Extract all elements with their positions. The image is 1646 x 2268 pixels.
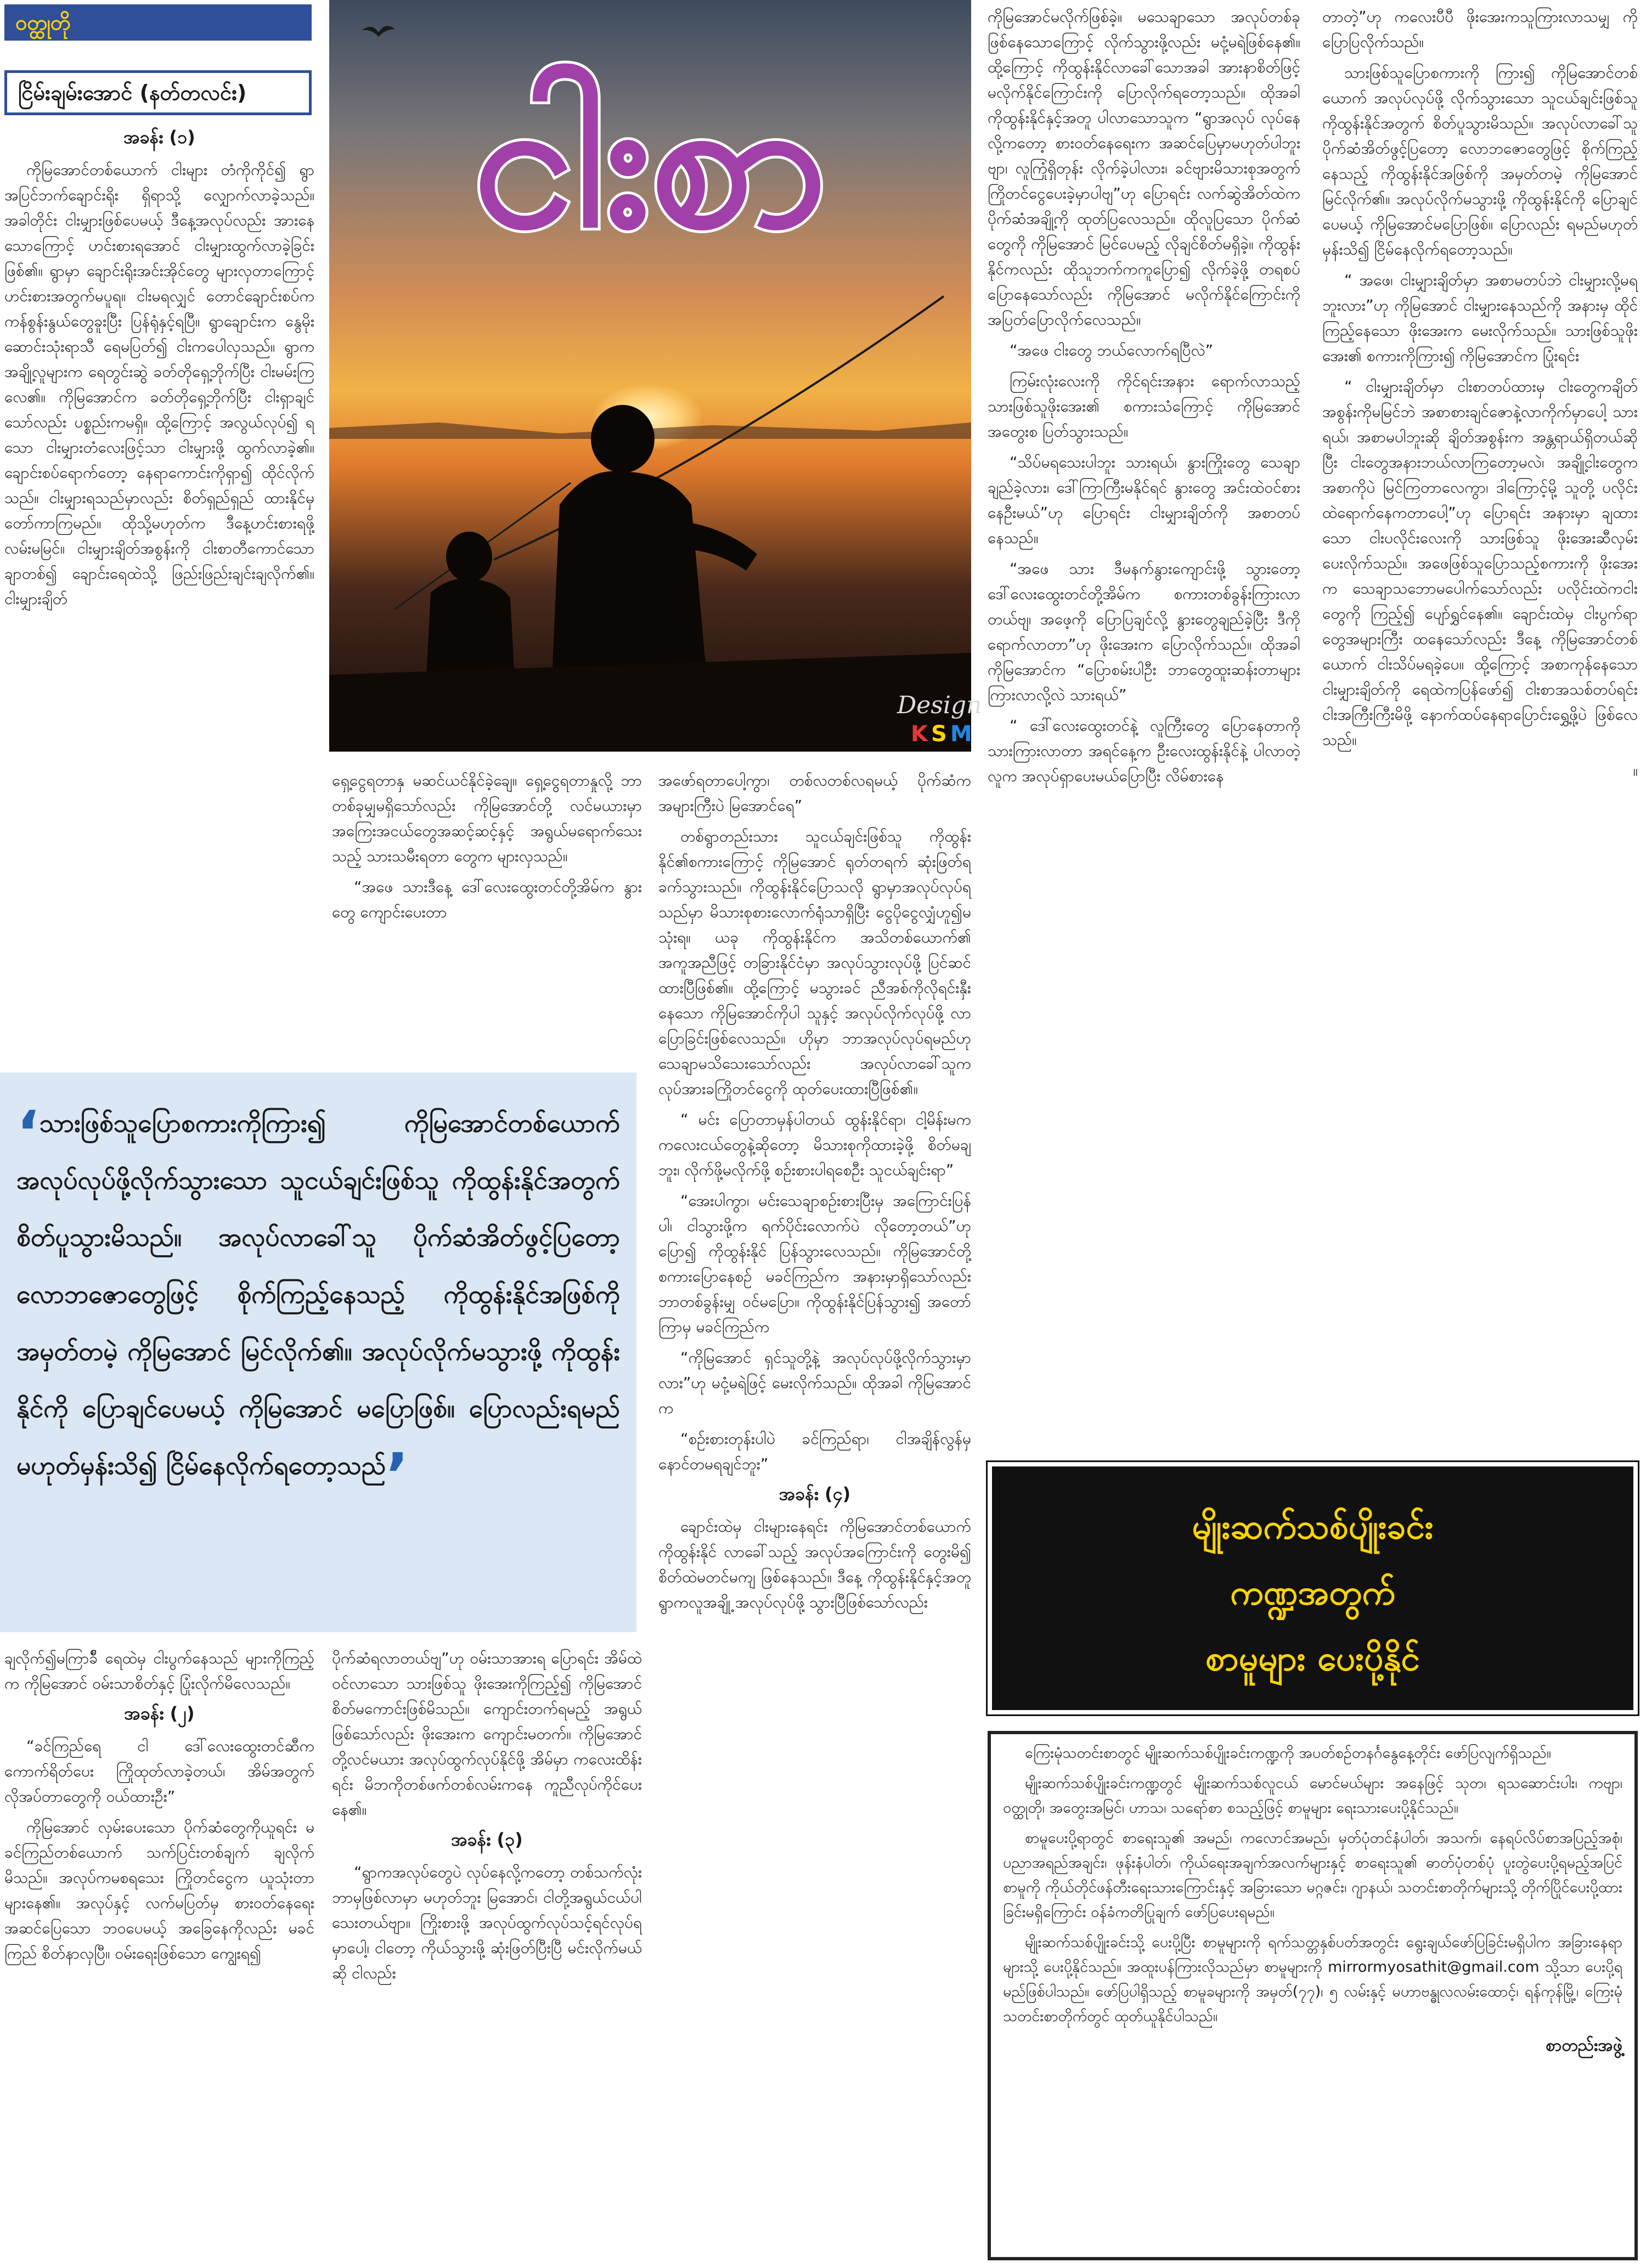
column-4	[988, 4, 1300, 1442]
body-paragraph: “ရွာကအလုပ်တွေပဲ လုပ်နေလို့ကတော့ တစ်သက်လုံးဘာမှဖြစ်လာမှာ မဟုတ်ဘူး မြအောင်၊ ငါတို့အရွယ်ငယ်ပါ သေးတယ်ဗျာ။ ကြိုးစားဖို့ အလုပ်ထွက်လုပ်သင့်ရင်လုပ်ရမှာပေါ့၊ ငါတော့ ကိုယ်သွားဖို့ ဆုံးဖြတ်ပြီးပြီ မင်းလိုက်မယ်ဆို ငါလည်း	[332, 1863, 642, 1982]
column-3	[658, 768, 971, 2260]
body-paragraph: “အဖေ သား ဒီမနက်နွားကျောင်းဖို့ သွားတော့ ဒေါ်လေးထွေးတင်တို့အိမ်က စကားတစ်ခွန်းကြားလာတယ်ဗျ၊ အဖေ့ကို ပြောပြချင်လို့ နွားတွေချည်ခဲ့ပြီး ဒီကို ရောက်လာတာ”ဟု ဖိုးအေးက ပြောလိုက်သည်။ ထိုအခါ ကိုမြအောင်က “ပြောစမ်းပါဦး ဘာတွေထူးဆန်းတာများကြားလာလို့လဲ သားရယ်”	[988, 560, 1300, 704]
notice-body	[988, 1731, 1638, 2260]
open-quote-icon: ‘	[16, 1098, 40, 1168]
body-paragraph: “အေးပါကွာ၊ မင်းသေချာစဉ်းစားပြီးမှ အကြောင်းပြန်ပါ၊ ငါသွားဖို့က ရက်ပိုင်းလောက်ပဲ လိုတော့တယ်”ဟု ပြော၍ ကိုထွန်းနိုင် ပြန်သွားလေသည်။ ကိုမြအောင်တို့စကားပြောနေစဉ် မခင်ကြည်က အနားမှာရှိသော်လည်း ဘာတစ်ခွန်းမျှ ဝင်မပြော။ ကိုထွန်းနိုင်ပြန်သွား၍ အတော်ကြာမှ မခင်ကြည်က	[658, 1192, 971, 1336]
initial-k: K	[911, 721, 931, 747]
pull-quote-box	[0, 1073, 636, 1632]
story-end-mark: ။	[1633, 761, 1638, 780]
body-paragraph: “ မင်း ပြောတာမှန်ပါတယ် ထွန်းနိုင်ရာ၊ ငါ့မိန်းမက ကလေးငယ်တွေနဲ့ဆိုတော့ မိသားစုကိုထားခဲ့ဖို့ စိတ်မချဘူး၊ လိုက်ဖို့မလိုက်ဖို့ စဉ်းစားပါရစေဦး သူငယ်ချင်းရာ”	[658, 1110, 971, 1179]
body-paragraph: ပိုက်ဆံရလာတယ်ဗျ”ဟု ဝမ်းသာအားရ ပြောရင်း အိမ်ထဲဝင်လာသော သားဖြစ်သူ ဖိုးအေးကိုကြည့်၍ ကိုမြအောင် စိတ်မကောင်းဖြစ်မိသည်။ ကျောင်းတက်ရမည့် အရွယ်ဖြစ်သော်လည်း ဖိုးအေးက ကျောင်းမတက်။ ကိုမြအောင်တို့လင်မယား အလုပ်ထွက်လုပ်နိုင်ဖို့ အိမ်မှာ ကလေးထိန်းရင်း မိဘကိုတစ်ဖက်တစ်လမ်းကနေ ကူညီလုပ်ကိုင်ပေးနေ၏။	[332, 1649, 642, 1819]
body-paragraph: တာတဲ့”ဟု ကလေးပီပီ ဖိုးအေးကသူကြားလာသမျှ ကို ပြောပြလိုက်သည်။	[1322, 8, 1638, 51]
notice-banner	[988, 1462, 1638, 1714]
notice-paragraph: ကြေးမုံသတင်းစာတွင် မျိုးဆက်သစ်ပျိုးခင်းကဏ္ဍကို အပတ်စဉ်တနင်္ဂနွေနေ့တိုင်း ဖော်ပြလျက်ရှိသည်။	[1025, 1745, 1551, 1762]
notice-title-line: စာမူများ ပေးပို့နိုင်	[1205, 1638, 1420, 1678]
story-illustration	[329, 0, 982, 752]
silhouette-scene	[329, 0, 971, 752]
chapter-heading: အခန်း (၄)	[779, 1483, 851, 1504]
body-paragraph: ကိုမြအောင် လှမ်းပေးသော ပိုက်ဆံတွေကိုယူရင်း မခင်ကြည်တစ်ယောက် သက်ပြင်းတစ်ချက် ချလိုက်မိသည်။ အလုပ်ကမစရသေး ကြိုတင်ငွေက ယူသုံးတာများနေ၏။ အလုပ်နှင့် လက်မပြတ်မှ စားဝတ်နေရေးအဆင်ပြေသော ဘဝပေမယ့် အခြေနေကိုလည်း မခင်ကြည် စိတ်နာလှပြီ။ ဝမ်းရေးဖြစ်သော ကျွေးရ၍	[4, 1818, 314, 1962]
notice-title-line: ကဏ္ဍအတွက်	[1230, 1572, 1396, 1612]
chapter-heading: အခန်း (၂)	[124, 1703, 195, 1724]
man-head	[591, 405, 655, 473]
story-title: ငါးစာ	[473, 57, 827, 268]
body-paragraph: “ ငါးမျှားချိတ်မှာ ငါးစာတပ်ထားမှ ငါးတွေကချိတ်အစွန်းကိုမမြင်ဘဲ အစာစားချင်ဇောနဲ့လာကိုက်မှာပေါ့ သားရယ်၊ အစာမပါဘူးဆို ချိတ်အစွန်းက အန္တရာယ်ရှိတယ်ဆိုပြီး ငါးတွေအနားဘယ်လာကြတော့မလဲ၊ အချို့ငါးတွေက အစာကိုပဲ မြင်ကြတာလေကွာ၊ ဒါကြောင့်မို့ သူတို့ ပလိုင်းထဲရောက်နေကတာပေါ့”ဟု ပြောရင်း အနားမှာ ချထားသော ငါးပလိုင်းလေးကို သားဖြစ်သူ ဖိုးအေးဆီလှမ်းပေးလိုက်သည်။ အဖေဖြစ်သူပြောသည့်စကားကို ဖိုးအေးက သေချာသဘောမပေါက်သော်လည်း ပလိုင်းထဲကငါးတွေကို ကြည့်၍ ပျော်ရွှင်နေ၏။ ချောင်းထဲမှ ငါးပွက်ရာတွေအများကြီး ထနေသော်လည်း ဒီနေ့ ကိုမြအောင်တစ်ယောက် ငါးသိပ်မရခဲ့ပေ။ ထို့ကြောင့် အစာကုန်နေသော ငါးမျှားချိတ်ကို ရေထဲကပြန်ဖော်၍ ငါးစာအသစ်တပ်ရင်း ငါးအကြီးကြီးမိဖို့ နောက်ထပ်နေရာပြောင်းရွှေ့ဖို့ပဲ ဖြစ်လေသည်။	[1322, 377, 1638, 749]
body-paragraph: “အဖေ သားဒီနေ့ ဒေါ်လေးထွေးတင်တို့အိမ်က နွားတွေ ကျောင်းပေးတာ	[332, 878, 642, 921]
body-paragraph: တစ်ရွာတည်းသား သူငယ်ချင်းဖြစ်သူ ကိုထွန်းနိုင်၏စကားကြောင့် ကိုမြအောင် ရုတ်တရက် ဆုံးဖြတ်ရခက်သွားသည်။ ကိုထွန်းနိုင်ပြောသလို ရွာမှာအလုပ်လုပ်ရသည်မှာ မိသားစုစားလောက်ရုံသာရှိပြီး ငွေပိုငွေလျှံဟူ၍မသုံးရ။ ယခု ကိုထွန်းနိုင်က အသိတစ်ယောက်၏ အကူအညီဖြင့် တခြားနိုင်ငံမှာ အလုပ်သွားလုပ်ဖို့ ပြင်ဆင်ထားပြီဖြစ်၏။ ထို့ကြောင့် မသွားခင် ညီအစ်ကိုလိုရင်းနှီးနေသော ကိုမြအောင်ကိုပါ သူနှင့် အလုပ်လိုက်လုပ်ဖို့ လာပြောခြင်းဖြစ်လေသည်။ ဟိုမှာ ဘာအလုပ်လုပ်ရမည်ဟု သေချာမသိသေးသော်လည်း အလုပ်လာခေါ်သူက လုပ်အားခကြိုတင်ငွေကို ထုတ်ပေးထားပြီဖြစ်၏။	[658, 827, 971, 1098]
body-paragraph: ချလိုက်၍မကြာခ်ီ ရေထဲမှ ငါးပွက်နေသည် များကိုကြည့်က ကိုမြအောင် ဝမ်းသာစိတ်နှင့် ပြုံးလိုက်မိလေသည်။	[4, 1649, 314, 1692]
notice-title-line: မျိုးဆက်သစ်ပျိုးခင်း	[1192, 1507, 1434, 1547]
notice-signature: စာတည်းအဖွဲ့	[1546, 2036, 1622, 2055]
body-paragraph: သားဖြစ်သူပြောစကားကို ကြား၍ ကိုမြအောင်တစ်ယောက် အလုပ်လုပ်ဖို့ လိုက်သွားသော သူငယ်ချင်းဖြစ်သူ ကိုထွန်းနိုင်အတွက် စိတ်ပူသွားမိသည်။ အလုပ်လာခေါ်သူ ပိုက်ဆံအိတ်ဖွင့်ပြတော့ လောဘဇောတွေဖြင့် စိုက်ကြည့်နေသည့် ကိုထွန်းနိုင်အဖြစ်ကို အမှတ်တမဲ့ ကိုမြအောင် မြင်လိုက်၏။ အလုပ်လိုက်မသွားဖို့ ကိုထွန်းနိုင်ကို ပြောချင်ပေမယ့် ကိုမြအောင်မပြောဖြစ်။ ပြောလည်း ရမည်မဟုတ်မှန်းသိ၍ ငြိမ်နေလိုက်ရတော့သည်။	[1322, 64, 1638, 258]
body-paragraph: အဖော်ရတာပေါ့ကွာ၊ တစ်လတစ်လရမယ့် ပိုက်ဆံက အများကြီးပဲ မြအောင်ရေ”	[658, 771, 971, 815]
body-paragraph: ရှေ့ငွေရတာနှ မဆင်ယင်နိုင်ခဲ့ချေ။ ရှေ့ငွေရတာနှုလို့ ဘာတစ်ခုမျှမရှိသော်လည်း ကိုမြအောင်တို့ လင်မယားမှာ အကြေးအငယ်တွေအဆင့်ဆင့်နှင့် အရွယ်မရောက်သေးသည့် သားသမီးရတာ တွေက များလှသည်။	[332, 771, 642, 865]
close-quote-icon: ’	[386, 1440, 409, 1510]
pull-quote	[16, 1094, 620, 1510]
body-paragraph: “အဖေ ငါးတွေ ဘယ်လောက်ရပြီလဲ”	[1010, 341, 1214, 359]
body-paragraph: “ခင်ကြည်ရေ ငါ ဒေါ်လေးထွေးတင်ဆီက ကောက်ရိတ်ပေး ကြိုထုတ်လာခဲ့တယ်၊ အိမ်အတွက် လိုအပ်တာတွေကို ဝယ်ထားဦး”	[4, 1737, 314, 1806]
column-2-upper	[332, 768, 642, 1064]
child-head	[446, 532, 492, 582]
initial-m: M	[950, 721, 976, 747]
pull-quote-text: သားဖြစ်သူပြောစကားကိုကြား၍ ကိုမြအောင်တစ်ယောက် အလုပ်လုပ်ဖို့လိုက်သွားသော သူငယ်ချင်းဖြစ်သူ ကိုထွန်းနိုင်အတွက် စိတ်ပူသွားမိသည်။ အလုပ်လာခေါ်သူ ပိုက်ဆံအိတ်ဖွင့်ပြတော့ လောဘဇောတွေဖြင့် စိုက်ကြည့်နေသည့် ကိုထွန်းနိုင်အဖြစ်ကို အမှတ်တမဲ့ ကိုမြအောင် မြင်လိုက်၏။ အလုပ်လိုက်မသွားဖို့ ကိုထွန်းနိုင်ကို ပြောချင်ပေမယ့် ကိုမြအောင် မပြောဖြစ်။ ပြောလည်းရမည်မဟုတ်မှန်းသိ၍ ငြိမ်နေလိုက်ရတော့သည်	[16, 1108, 620, 1480]
column-5	[1322, 4, 1638, 1442]
body-paragraph: “သိပ်မရသေးပါဘူး သားရယ်၊ နွားကြိုးတွေ သေချာချည်ခဲ့လား၊ ဒေါ်ကြာကြီးမနိုင်ရင် နွားတွေ အင်းထဲဝင်စားနေဦးမယ်”ဟု ပြောရင်း ငါးမျှားချိတ်ကို အစာတပ်နေသည်။	[988, 453, 1300, 547]
chapter-heading: အခန်း (၁)	[123, 127, 195, 148]
category-label: ဝတ္ထုတို	[4, 4, 312, 41]
body-paragraph: ကိုမြအောင်မလိုက်ဖြစ်ခဲ့။ မသေချာသော အလုပ်တစ်ခု ဖြစ်နေသောကြောင့် လိုက်သွားဖို့လည်း မငုံ့မရဲဖြစ်နေ၏။ ထို့ကြောင့် ကိုထွန်းနိုင်လာခေါ်သောအခါ အားနာစိတ်ဖြင့် မလိုက်နိုင်ကြောင်းကို ပြောလိုက်ရတော့သည်။ ထိုအခါ ကိုထွန်းနိုင်နှင့်အတူ ပါလာသောသူက “ရွာအလုပ် လုပ်နေလို့ကတော့ စားဝတ်နေရေးက အဆင်ပြေမှာမဟုတ်ပါဘူးဗျာ၊ လူကြုံရှိတုန်း လိုက်ခဲ့ပါလား၊ ခင်ဗျားမိသားစုအတွက် ကြိုတင်ငွေပေးခဲ့မှာပါဗျ”ဟု ပြောရင်း လက်ဆွဲအိတ်ထဲက ပိုက်ဆံအချို့ကို ထုတ်ပြလေသည်။ ထိုလူပြသော ပိုက်ဆံတွေကို ကိုမြအောင် မြင်ပေမည့် လိုချင်စိတ်မရှိခဲ့။ ကိုထွန်းနိုင်ကလည်း ထိုသူဘက်ကကူပြော၍ လိုက်ခဲ့ဖို့ တရစပ်ပြောနေသော်လည်း ကိုမြအောင် မလိုက်နိုင်ကြောင်းကို အပြတ်ပြောလိုက်လေသည်။	[988, 8, 1300, 329]
body-paragraph: “ကိုမြအောင် ရှင်သူတို့နဲ့ အလုပ်လုပ်ဖို့လိုက်သွားမှာလား”ဟု မငုံ့မရဲဖြင့် မေးလိုက်သည်။ ထိုအခါ ကိုမြအောင်က	[658, 1349, 971, 1417]
column-1-bottom	[4, 1646, 314, 2260]
body-paragraph: “ အဖေ၊ ငါးမျှားချိတ်မှာ အစာမတပ်ဘဲ ငါးမျှားလို့မရဘူးလား”ဟု ကိုမြအောင် ငါးမျှားနေသည်ကို အနားမှ ထိုင်ကြည့်နေသော ဖိုးအေးက မေးလိုက်သည်။ သားဖြစ်သူဖိုးအေး၏ စကားကိုကြား၍ ကိုမြအောင်က ပြုံးရင်း	[1322, 271, 1638, 365]
notice-paragraph: စာမူပေးပို့ရာတွင် စာရေးသူ၏ အမည်၊ ကလောင်အမည်၊ မှတ်ပုံတင်နံပါတ်၊ အသက်၊ နေရပ်လိပ်စာအပြည့်အစုံ၊ ပညာအရည်အချင်း၊ ဖုန်းနံပါတ်၊ ကိုယ်ရေးအချက်အလက်များနှင့် စာရေးသူ၏ ဓာတ်ပုံတစ်ပုံ ပူးတွဲပေးပို့ရမည့်အပြင် စာမူကို ကိုယ်တိုင်ဖန်တီးရေးသားကြောင်းနှင့် အခြားသော မဂ္ဂဇင်း၊ ဂျာနယ်၊ သတင်းစာတိုက်များသို့ တိုက်ပြိုင်ပေးပို့ထားခြင်းမရှိကြောင်း ဝန်ခံကတိပြုချက် ဖော်ပြပေးရမည်။	[1003, 1830, 1622, 1921]
body-paragraph: “ ဒေါ်လေးထွေးတင်နဲ့ လူကြီးတွေ ပြောနေတာကို သားကြားလာတာ အရင်နေ့က ဦးလေးထွန်းနိုင်နဲ့ ပါလာတဲ့လူက အလုပ်ရှာပေးမယ်ပြောပြီး လိမ်စားနေ	[988, 716, 1300, 785]
column-2-bottom	[332, 1646, 642, 2260]
notice-paragraph: မျိုးဆက်သစ်ပျိုးခင်းကဏ္ဍတွင် မျိုးဆက်သစ်လူငယ် မောင်မယ်များ အနေဖြင့် သုတ၊ ရသဆောင်းပါး၊ ကဗျာ၊ ဝတ္ထုတို၊ အတွေးအမြင်၊ ဟာသ၊ သရော်စာ စသည့်ဖြင့် စာမူများ ရေးသားပေးပို့နိုင်သည်။	[1003, 1775, 1622, 1816]
designer-initials	[911, 721, 976, 747]
column-1-top	[4, 123, 314, 1067]
initial-s: S	[931, 721, 950, 747]
body-paragraph: ချောင်းထဲမှ ငါးများနေရင်း ကိုမြအောင်တစ်ယောက် ကိုထွန်းနိုင် လာခေါ်သည့် အလုပ်အကြောင်းကို တွေးမိ၍ စိတ်ထဲမတင်မကျ ဖြစ်နေသည်။ ဒီနေ့ ကိုထွန်းနိုင်နှင့်အတူ ရွာကလူအချို့ အလုပ်လုပ်ဖို့ သွားပြီဖြစ်သော်လည်း	[658, 1517, 971, 1611]
boat-silhouette	[329, 653, 971, 752]
body-paragraph: ကိုမြအောင်တစ်ယောက် ငါးများ တံကိုကိုင်၍ ရွာအပြင်ဘက်ချောင်းရိုး ရှိရာသို့ လျှောက်လာခဲ့သည်။ အခါတိုင်း ငါးမျှားဖြစ်ပေမယ့် ဒီနေ့အလုပ်လည်း အားနေသောကြောင့် ဟင်းစားရအောင် ငါးမျှားထွက်လာခဲ့ခြင်းဖြစ်၏။ ရွာမှာ ချောင်းရိုးအင်းအိုင်တွေ များလှတာကြောင့် ဟင်းစားအတွက်မပူရ။ ငါးမရလျှင် တောင်ချောင်းစပ်က ကန်စွန်းနွယ်တွေခူးပြီး ပြန်ရုံနှင့်ရပြီ။ ရွာချောင်းက နွေမိုးဆောင်းသုံးရာသီ ရေမပြတ်၍ ငါးကပေါလှသည်။ ရွာကအချို့လူများက ရေတွင်းဆွဲ ခတ်တိုရှေ့ဘိုက်ပြီး ငါးမမ်းကြလေ၏။ ကိုမြအောင်က ခတ်တိုရှေ့ဘိုက်ပြီး ငါးရှာချင်သော်လည်း ပစ္စည်းကမရှိ။ ထို့ကြောင့် အလွယ်လုပ်၍ ရသော ငါးမျှားတံလေးဖြင့်သာ ငါးမျှားဖို့ ထွက်လာခဲ့၏။ ချောင်းစပ်ရောက်တော့ နေရာကောင်းကိုရှာ၍ ထိုင်လိုက်သည်။ ငါးမျှားရသည်မှာလည်း စိတ်ရှည်ရှည် ထားနိုင်မှ တော်ကာကြမည်။ ထိုသို့မဟုတ်က ဒီနေ့ဟင်းစားရဖို့ လမ်းမမြင်။ ငါးမျှားချိတ်အစွန်းကို ငါးစာတီကောင်သော ချာတစ်၍ ချောင်းရေထဲသို့ ဖြည်းဖြည်းချင်းချလိုက်၏။ ငါးမျှားချိတ်	[4, 161, 314, 608]
design-credit: Design	[897, 691, 982, 719]
bird-icon	[362, 26, 395, 37]
body-paragraph: ကြမ်းလုံးလေးကို ကိုင်ရင်းအနား ရောက်လာသည့် သားဖြစ်သူဖိုးအေး၏ စကားသံကြောင့် ကိုမြအောင် အတွေးစ ပြတ်သွားသည်။	[988, 372, 1300, 441]
body-paragraph: “စဉ်းစားတုန်းပါပဲ ခင်ကြည်ရာ၊ ငါအချိန်လွန်မှ နောင်တမရချင်ဘူး”	[658, 1430, 971, 1473]
notice-paragraph: မျိုးဆက်သစ်ပျိုးခင်းသို့ ပေးပို့ပြီး စာမူများကို ရက်သတ္တနှစ်ပတ်အတွင်း ရွေးချယ်ဖော်ပြခြင်းမရှိပါက အခြားနေရာများသို့ ပေးပို့နိုင်သည်။ အထူးပန်ကြားလိုသည်မှာ စာမူများကို mirrormyosathit@gmail.com သို့သာ ပေးပို့ရမည်ဖြစ်ပါသည်။ ဖော်ပြပါရှိသည့် စာမူခများကို အမှတ်(၇၇)၊ ၅ လမ်းနှင့် မဟာဗန္ဓုလလမ်းထောင့်၊ ရန်ကုန်မြို့၊ ကြေးမုံသတင်းစာတိုက်တွင် ထုတ်ယူနိုင်ပါသည်။	[1003, 1934, 1622, 2025]
author-byline: ငြိမ်းချမ်းအောင် (နတ်တလင်း)	[4, 70, 312, 115]
chapter-heading: အခန်း (၃)	[451, 1829, 523, 1850]
